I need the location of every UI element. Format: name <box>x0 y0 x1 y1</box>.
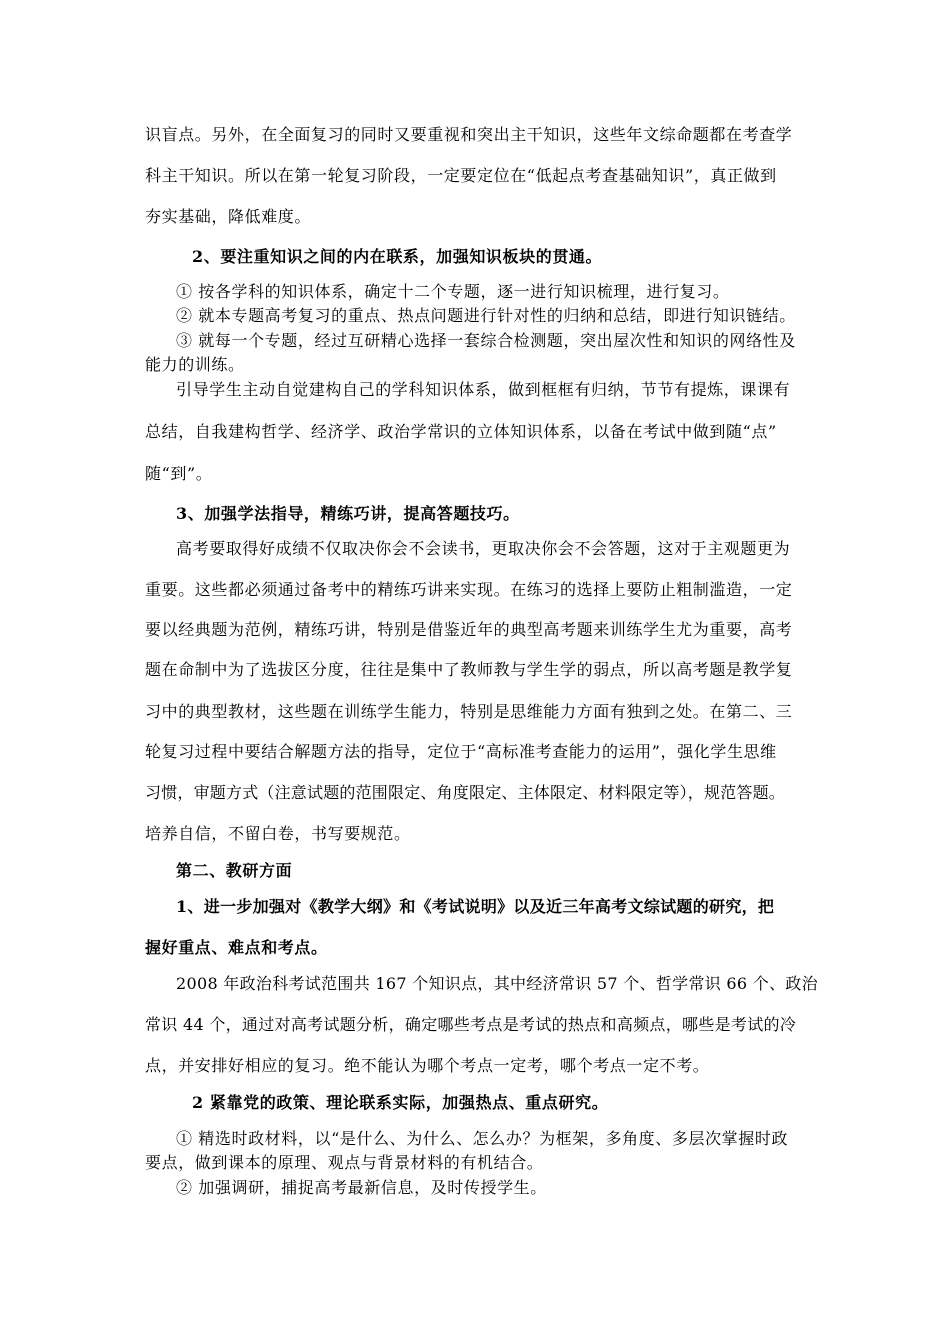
list-item-continuation: 要点，做到课本的原理、观点与背景材料的有机结合。 <box>145 1153 544 1172</box>
paragraph-line: 题在命制中为了选拔区分度，往往是集中了教师教与学生学的弱点，所以高考题是教学复 <box>145 660 793 679</box>
paragraph-line: 总结，自我建构哲学、经济学、政治学常识的立体知识体系，以备在考试中做到随“点” <box>145 422 777 441</box>
paragraph-line: 常识 44 个，通过对高考试题分析，确定哪些考点是考试的热点和高频点，哪些是考试的冷 <box>145 1015 797 1034</box>
section-heading: 3、加强学法指导，精练巧讲，提高答题技巧。 <box>176 504 520 523</box>
paragraph-line: 随“到”。 <box>145 464 213 483</box>
paragraph-line: 识盲点。另外，在全面复习的同时又要重视和突出主干知识，这些年文综命题都在考查学 <box>145 125 793 144</box>
paragraph-line: 点，并安排好相应的复习。绝不能认为哪个考点一定考，哪个考点一定不考。 <box>145 1056 710 1075</box>
paragraph-line: 轮复习过程中要结合解题方法的指导，定位于“高标准考查能力的运用”，强化学生思维 <box>145 742 777 761</box>
section-heading: 第二、教研方面 <box>176 861 293 880</box>
list-item: ② 就本专题高考复习的重点、热点问题进行针对性的归纳和总结，即进行知识链结。 <box>176 306 796 325</box>
list-item: ② 加强调研，捕捉高考最新信息，及时传授学生。 <box>176 1178 547 1197</box>
section-heading: 1、进一步加强对《教学大纲》和《考试说明》以及近三年高考文综试题的研究，把 <box>176 897 775 916</box>
paragraph-line: 高考要取得好成绩不仅取决你会不会读书，更取决你会不会答题，这对于主观题更为 <box>176 539 791 558</box>
section-heading-continuation: 握好重点、难点和考点。 <box>145 938 328 957</box>
paragraph-line: 培养自信，不留白卷，书写要规范。 <box>145 824 411 843</box>
paragraph-line: 习惯，审题方式（注意试题的范围限定、角度限定、主体限定、材料限定等），规范答题。 <box>145 783 786 802</box>
paragraph-line: 引导学生主动自觉建构自己的学科知识体系，做到框框有归纳，节节有提炼，课课有 <box>176 380 791 399</box>
paragraph-line: 科主干知识。所以在第一轮复习阶段，一定要定位在“低起点考查基础知识”，真正做到 <box>145 166 777 185</box>
paragraph-line: 习中的典型教材，这些题在训练学生能力，特别是思维能力方面有独到之处。在第二、三 <box>145 702 793 721</box>
list-item: ① 精选时政材料，以“是什么、为什么、怎么办？为框架，多角度、多层次掌握时政 <box>176 1129 789 1148</box>
paragraph-line: 要以经典题为范例，精练巧讲，特别是借鉴近年的典型高考题来训练学生尤为重要，高考 <box>145 620 793 639</box>
section-heading: 2 紧靠党的政策、理论联系实际，加强热点、重点研究。 <box>192 1093 609 1112</box>
paragraph-line: 夯实基础，降低难度。 <box>145 207 312 226</box>
paragraph-line: 2008 年政治科考试范围共 167 个知识点，其中经济常识 57 个、哲学常识 66 个、政治 <box>176 974 818 993</box>
list-item-continuation: 能力的训练。 <box>145 355 245 374</box>
list-item: ③ 就每一个专题，经过互研精心选择一套综合检测题，突出屋次性和知识的网络性及 <box>176 331 796 350</box>
paragraph-line: 重要。这些都必须通过备考中的精练巧讲来实现。在练习的选择上要防止粗制滥造，一定 <box>145 580 793 599</box>
section-heading: 2、要注重知识之间的内在联系，加强知识板块的贯通。 <box>192 247 603 266</box>
list-item: ① 按各学科的知识体系，确定十二个专题，逐一进行知识梳理，进行复习。 <box>176 282 730 301</box>
